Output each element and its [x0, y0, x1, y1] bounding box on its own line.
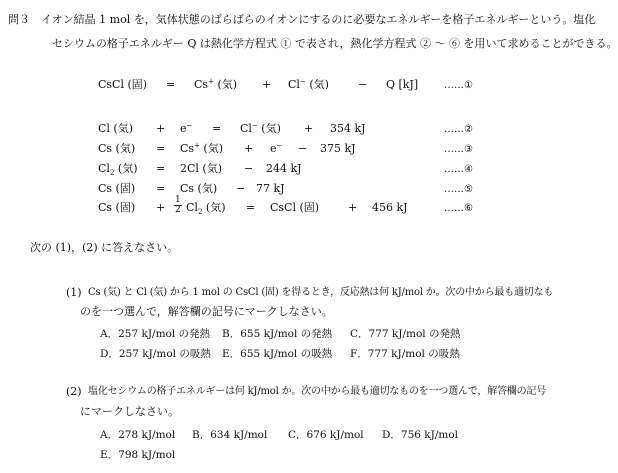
eq3-plus: +: [244, 142, 254, 155]
q1-option-c[interactable]: C．777 kJ/mol の発熱: [350, 328, 461, 340]
eq6-label: ……⑥: [444, 203, 473, 214]
eq5-term-2: Cs (気): [180, 182, 218, 195]
q1-option-d[interactable]: D．257 kJ/mol の吸熱: [100, 348, 211, 360]
eq3-minus: −: [298, 142, 308, 155]
eq4-term-1: $Cl_2$ (気): [98, 162, 138, 178]
eq1-equals: =: [166, 78, 176, 91]
q2-option-b[interactable]: B．634 kJ/mol: [192, 429, 268, 441]
eq3-energy: 375 kJ: [320, 142, 356, 155]
q1-option-f[interactable]: F．777 kJ/mol の吸熱: [350, 348, 460, 360]
eq3-cation: Cs+ (気): [180, 141, 224, 155]
eq2-anion: Cl− (気): [240, 121, 281, 135]
eq4-energy: 244 kJ: [266, 162, 302, 175]
q1-option-b[interactable]: B．655 kJ/mol の発熱: [222, 328, 333, 340]
eq6-term-1: Cs (固): [98, 201, 136, 214]
eq6-energy: 456 kJ: [372, 201, 408, 214]
eq4-term-2: 2Cl (気): [180, 162, 223, 175]
eq3-equals: =: [156, 142, 166, 155]
eq6-chlorine: $Cl_2$ (気): [186, 201, 226, 217]
q2-number: (2): [66, 385, 82, 398]
eq6-plus-2: +: [348, 201, 358, 214]
eq1-lhs: CsCl (固): [98, 78, 148, 91]
eq6-fraction: $\frac{1}{2}$: [175, 195, 181, 215]
eq5-equals: =: [156, 182, 166, 195]
intro-line-2: セシウムの格子エネルギー Q は熱化学方程式 ① で表され，熱化学方程式 ② ～ ⑥ を用いて求めることができる。: [52, 37, 618, 50]
q2-option-e[interactable]: E．798 kJ/mol: [100, 449, 176, 461]
eq3-electron: e−: [270, 141, 283, 155]
eq3-term-1: Cs (気): [98, 142, 136, 155]
eq4-label: ……④: [444, 164, 473, 175]
q2-option-c[interactable]: C．676 kJ/mol: [288, 429, 364, 441]
eq2-equals: =: [212, 122, 222, 135]
eq6-product: CsCl (固): [270, 201, 320, 214]
q1-line-2: のを一つ選んで，解答欄の記号にマークしなさい。: [80, 305, 333, 318]
q1-line-1: Cs (気) と Cl (気) から 1 mol の CsCl (固) を得るとき，反応熱は何 kJ/mol か。次の中から最も適切なも: [88, 287, 554, 298]
q2-option-a[interactable]: A．278 kJ/mol: [100, 429, 176, 441]
eq5-minus: −: [236, 182, 246, 195]
eq4-equals: =: [156, 162, 166, 175]
eq2-plus: +: [156, 122, 166, 135]
q1-option-a[interactable]: A．257 kJ/mol の発熱: [100, 328, 211, 340]
q2-option-d[interactable]: D．756 kJ/mol: [382, 429, 459, 441]
eq3-label: ……③: [444, 144, 473, 155]
eq1-label: ……①: [444, 80, 473, 91]
eq2-plus-2: +: [304, 122, 314, 135]
sub-question-prompt: 次の (1)，(2) に答えなさい。: [30, 241, 179, 254]
eq2-energy: 354 kJ: [330, 122, 366, 135]
eq1-cation: Cs+ (気): [194, 77, 238, 91]
eq5-label: ……⑤: [444, 184, 473, 195]
q2-line-1: 塩化セシウムの格子エネルギーは何 kJ/mol か。次の中から最も適切なものを一つ選んで，解答欄の記号: [88, 386, 546, 397]
q1-number: (1): [66, 286, 82, 299]
eq6-equals: =: [246, 201, 256, 214]
intro-line-1: 問３ イオン結晶 1 mol を，気体状態のばらばらのイオンにするのに必要なエネルギーを格子エネルギーという。塩化: [8, 13, 596, 26]
eq1-q-term: Q [kJ]: [386, 78, 419, 91]
eq1-anion: Cl− (気): [288, 77, 329, 91]
eq5-term-1: Cs (固): [98, 182, 136, 195]
eq2-electron: e−: [180, 121, 193, 135]
eq2-label: ……②: [444, 124, 473, 135]
q2-line-2: にマークしなさい。: [80, 405, 179, 418]
eq1-plus: +: [262, 78, 272, 91]
eq2-term-1: Cl (気): [98, 122, 134, 135]
eq6-plus: +: [156, 201, 166, 214]
eq4-minus: −: [244, 162, 254, 175]
q1-option-e[interactable]: E．655 kJ/mol の吸熱: [222, 348, 333, 360]
eq1-minus: −: [358, 78, 368, 91]
eq5-energy: 77 kJ: [256, 182, 285, 195]
